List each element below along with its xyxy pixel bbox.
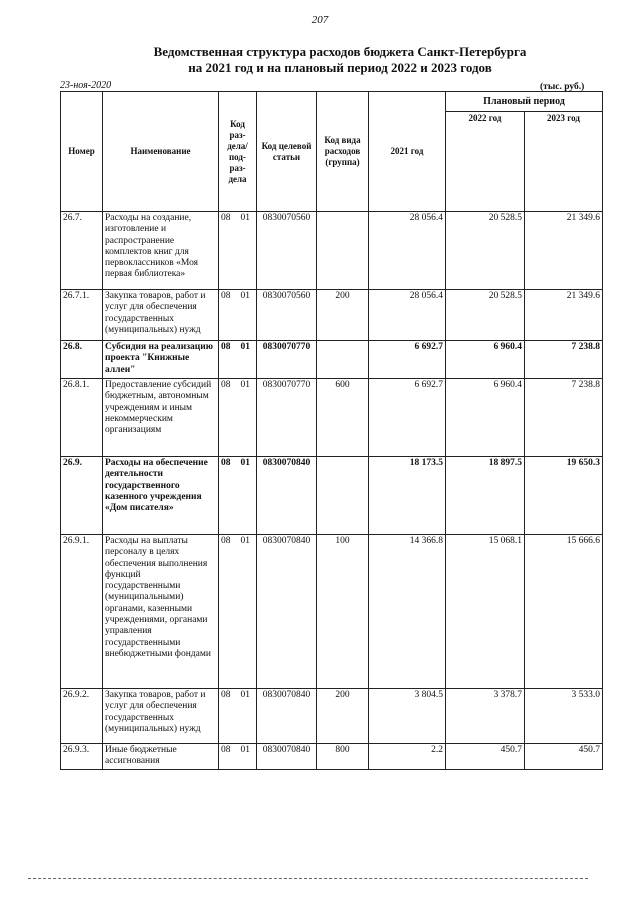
header-2022: 2022 год (446, 112, 525, 212)
cell-2023: 19 650.3 (525, 457, 603, 535)
document-date: 23-ноя-2020 (60, 80, 112, 91)
footer-line (28, 878, 588, 879)
cell-section (219, 290, 257, 341)
cell-2023: 450.7 (525, 744, 603, 770)
cell-type: 800 (317, 744, 369, 770)
cell-name: Предоставление субсидий бюджетным, автономным учреждениям и иным некоммерческим организациям (103, 379, 219, 457)
header-target-code: Код целевой статьи (257, 92, 317, 212)
cell-number: 26.9.2. (61, 689, 103, 744)
document-title (60, 44, 620, 76)
section-code: 08 (221, 458, 231, 468)
cell-2022: 6 960.4 (446, 341, 525, 379)
cell-2023: 7 238.8 (525, 341, 603, 379)
cell-2022: 6 960.4 (446, 379, 525, 457)
section-code: 08 (221, 690, 231, 700)
table-row (61, 744, 603, 770)
cell-name: Расходы на обеспечение деятельности государственного казенного учреждения «Дом писателя» (103, 457, 219, 535)
cell-type (317, 212, 369, 290)
page-number: 207 (311, 14, 329, 26)
cell-target: 0830070840 (257, 535, 317, 689)
table-row (61, 535, 603, 689)
cell-section (219, 535, 257, 689)
cell-target: 0830070840 (257, 689, 317, 744)
section-code: 08 (221, 291, 231, 301)
cell-section (219, 689, 257, 744)
cell-type: 200 (317, 290, 369, 341)
cell-target: 0830070840 (257, 457, 317, 535)
cell-target: 0830070770 (257, 341, 317, 379)
table-row (61, 689, 603, 744)
cell-number: 26.9.1. (61, 535, 103, 689)
budget-table (60, 91, 603, 770)
cell-type: 600 (317, 379, 369, 457)
cell-section (219, 744, 257, 770)
cell-2023: 21 349.6 (525, 212, 603, 290)
cell-2021: 3 804.5 (369, 689, 446, 744)
cell-2023: 21 349.6 (525, 290, 603, 341)
cell-name: Иные бюджетные ассигнования (103, 744, 219, 770)
cell-target: 0830070560 (257, 212, 317, 290)
cell-name: Закупка товаров, работ и услуг для обеспечения государственных (муниципальных) нужд (103, 689, 219, 744)
cell-type: 100 (317, 535, 369, 689)
cell-number: 26.8.1. (61, 379, 103, 457)
subsection-code: 01 (240, 536, 250, 546)
cell-2023: 15 666.6 (525, 535, 603, 689)
cell-number: 26.9. (61, 457, 103, 535)
subsection-code: 01 (240, 342, 250, 352)
cell-2022: 450.7 (446, 744, 525, 770)
cell-name: Субсидия на реализацию проекта "Книжные аллеи" (103, 341, 219, 379)
cell-2022: 3 378.7 (446, 689, 525, 744)
header-number: Номер (61, 92, 103, 212)
title-line-1: Ведомственная структура расходов бюджета Санкт-Петербурга (153, 44, 527, 59)
cell-name: Расходы на создание, изготовление и распространение комплектов книг для первоклассников «Моя первая библиотека» (103, 212, 219, 290)
cell-name: Расходы на выплаты персоналу в целях обеспечения выполнения функций государственными (муниципальными) органами, казенными учреждениями, органами управления государственными внебюджетными фондами (103, 535, 219, 689)
cell-target: 0830070560 (257, 290, 317, 341)
units-label: (тыс. руб.) (540, 82, 585, 92)
table-row (61, 212, 603, 290)
subsection-code: 01 (240, 458, 250, 468)
cell-number: 26.8. (61, 341, 103, 379)
table-row (61, 341, 603, 379)
cell-2023: 3 533.0 (525, 689, 603, 744)
section-code: 08 (221, 380, 231, 390)
cell-number: 26.7.1. (61, 290, 103, 341)
cell-section (219, 379, 257, 457)
cell-number: 26.7. (61, 212, 103, 290)
cell-type (317, 457, 369, 535)
title-line-2: на 2021 год и на плановый период 2022 и 2023 годов (188, 60, 492, 75)
subsection-code: 01 (240, 380, 250, 390)
cell-2021: 2.2 (369, 744, 446, 770)
cell-2021: 6 692.7 (369, 341, 446, 379)
subsection-code: 01 (240, 690, 250, 700)
table-row (61, 379, 603, 457)
cell-2022: 20 528.5 (446, 212, 525, 290)
cell-2021: 14 366.8 (369, 535, 446, 689)
section-code: 08 (221, 342, 231, 352)
cell-2023: 7 238.8 (525, 379, 603, 457)
subsection-code: 01 (240, 213, 250, 223)
cell-2022: 18 897.5 (446, 457, 525, 535)
header-expense-type-code: Код вида расходов (группа) (317, 92, 369, 212)
cell-section (219, 212, 257, 290)
cell-2021: 18 173.5 (369, 457, 446, 535)
section-code: 08 (221, 213, 231, 223)
cell-number: 26.9.3. (61, 744, 103, 770)
header-name: Наименование (103, 92, 219, 212)
cell-target: 0830070840 (257, 744, 317, 770)
cell-type: 200 (317, 689, 369, 744)
header-2021: 2021 год (369, 92, 446, 212)
section-code: 08 (221, 536, 231, 546)
cell-name: Закупка товаров, работ и услуг для обеспечения государственных (муниципальных) нужд (103, 290, 219, 341)
cell-2021: 28 056.4 (369, 290, 446, 341)
table-row (61, 290, 603, 341)
cell-2021: 6 692.7 (369, 379, 446, 457)
header-section-code: Код раз- дела/ под- раз- дела (219, 92, 257, 212)
cell-2022: 20 528.5 (446, 290, 525, 341)
header-2023: 2023 год (525, 112, 603, 212)
header-planned-period: Плановый период (446, 92, 603, 112)
cell-2022: 15 068.1 (446, 535, 525, 689)
cell-2021: 28 056.4 (369, 212, 446, 290)
section-code: 08 (221, 745, 231, 755)
subsection-code: 01 (240, 745, 250, 755)
subsection-code: 01 (240, 291, 250, 301)
cell-section (219, 341, 257, 379)
table-row (61, 457, 603, 535)
cell-section (219, 457, 257, 535)
cell-type (317, 341, 369, 379)
cell-target: 0830070770 (257, 379, 317, 457)
